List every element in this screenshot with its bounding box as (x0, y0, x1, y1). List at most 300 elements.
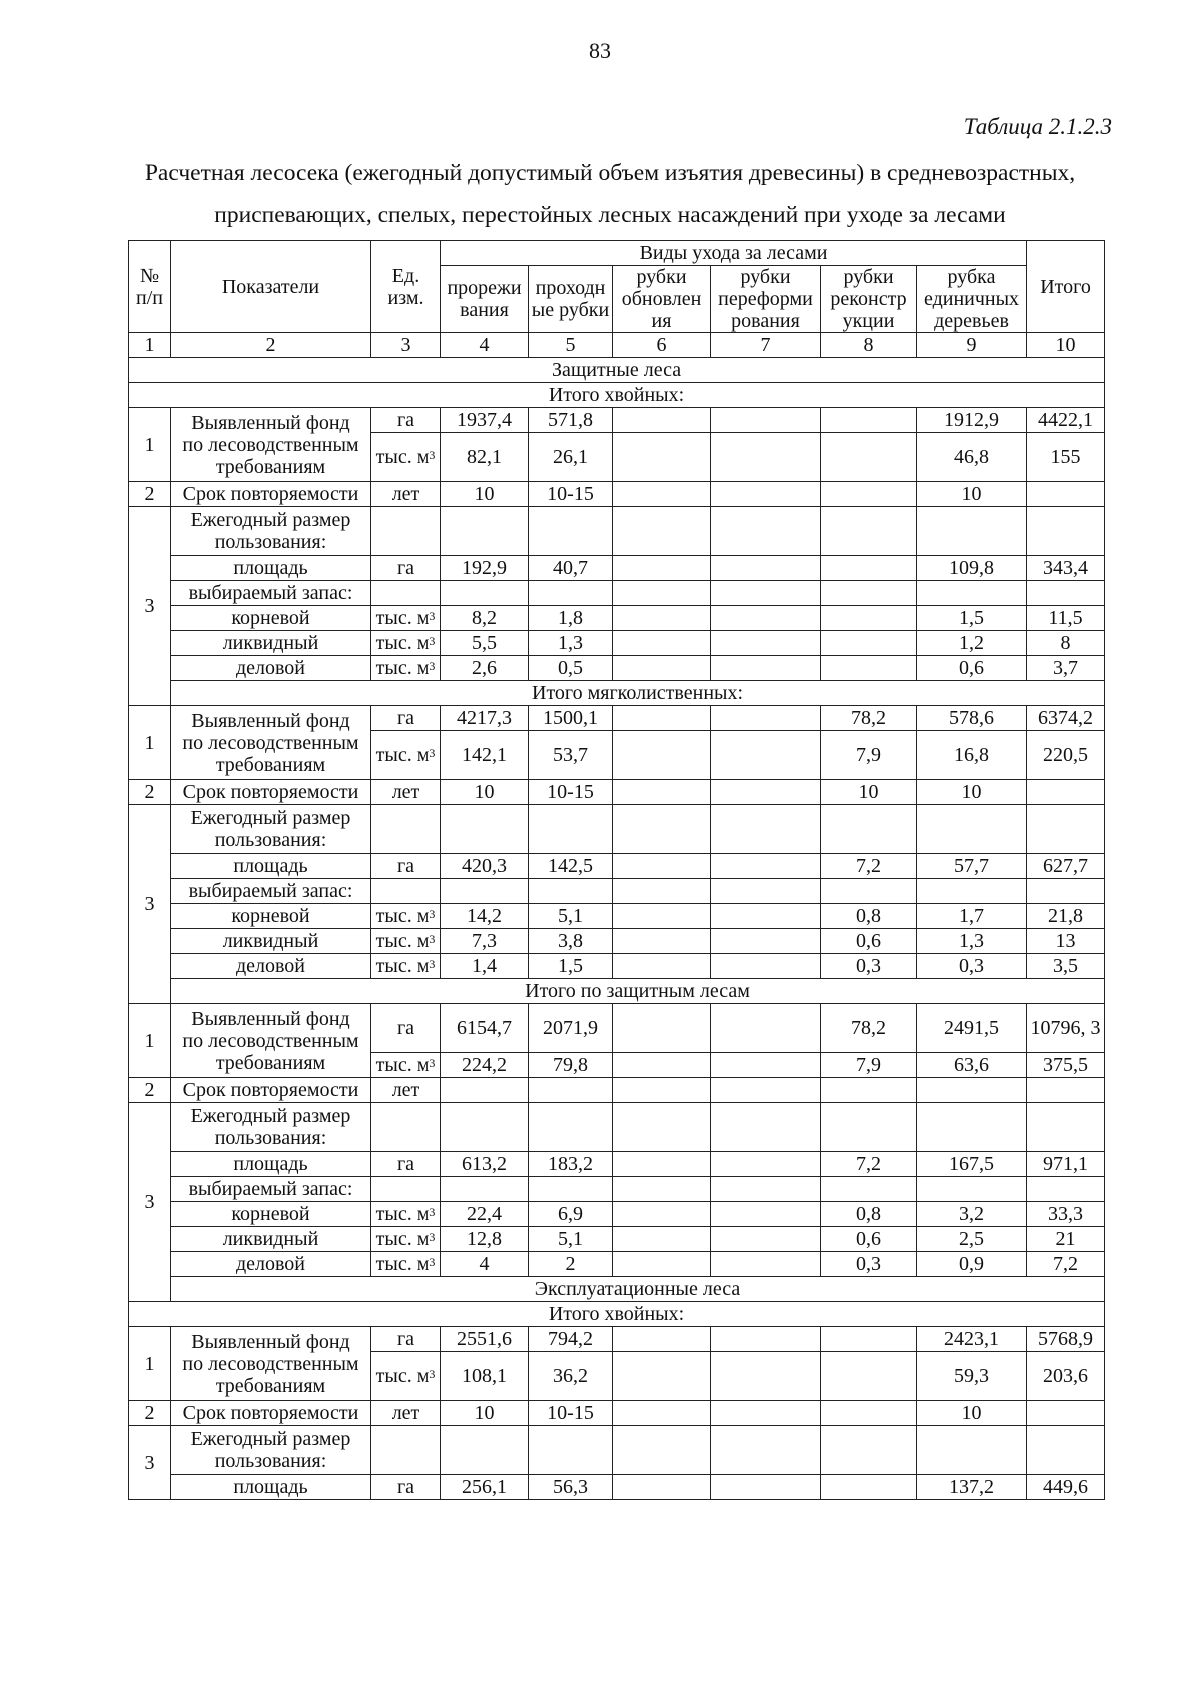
unit-ha: га (371, 854, 441, 879)
table-row (129, 1252, 1105, 1277)
value-cell: 5768,9 (1027, 1327, 1105, 1352)
value-cell: 2,5 (917, 1227, 1027, 1252)
value-cell: 375,5 (1027, 1053, 1105, 1078)
period-label: Срок повторяемости (171, 780, 371, 805)
value-cell (711, 1078, 821, 1103)
value-cell (441, 581, 529, 606)
period-label: Срок повторяемости (171, 482, 371, 507)
header-total: Итого (1027, 241, 1105, 333)
value-cell: 59,3 (917, 1352, 1027, 1401)
value-cell (711, 854, 821, 879)
value-cell (711, 1426, 821, 1475)
value-cell (529, 805, 613, 854)
value-cell (1027, 1401, 1105, 1426)
value-cell: 0,5 (529, 656, 613, 681)
unit-cube-sup: 3 (429, 957, 436, 971)
area-label: площадь (171, 556, 371, 581)
unit-ha: га (371, 408, 441, 433)
value-cell (1027, 879, 1105, 904)
value-cell: 627,7 (1027, 854, 1105, 879)
table-row (129, 1327, 1105, 1352)
value-cell (821, 1401, 917, 1426)
unit-cube-sup: 3 (429, 746, 436, 760)
value-cell (529, 1103, 613, 1152)
value-cell: 5,1 (529, 904, 613, 929)
column-number: 10 (1027, 333, 1105, 358)
value-cell: 21,8 (1027, 904, 1105, 929)
table-row (129, 1078, 1105, 1103)
value-cell (711, 904, 821, 929)
value-cell: 155 (1027, 433, 1105, 482)
liquid-label: ликвидный (171, 1227, 371, 1252)
row-index: 2 (129, 482, 171, 507)
value-cell: 82,1 (441, 433, 529, 482)
area-label: площадь (171, 1152, 371, 1177)
fund-label-line: требованиям (215, 753, 326, 776)
unit-ha: га (371, 1004, 441, 1053)
table-row (129, 241, 1105, 266)
row-index: 2 (129, 1078, 171, 1103)
table-row (129, 408, 1105, 433)
column-number: 4 (441, 333, 529, 358)
value-cell: 192,9 (441, 556, 529, 581)
unit-cube-sup: 3 (429, 1367, 436, 1381)
page-number: 83 (589, 38, 611, 63)
value-cell (613, 482, 711, 507)
section-header: Итого мягколиственных: (171, 681, 1105, 706)
table-row (129, 979, 1105, 1004)
stock-label: выбираемый запас: (171, 879, 371, 904)
value-cell (613, 1252, 711, 1277)
value-cell (711, 1352, 821, 1401)
annual-label: Ежегодный размер пользования: (171, 1426, 371, 1475)
value-cell (821, 408, 917, 433)
value-cell (711, 1401, 821, 1426)
unit-m3 (371, 731, 441, 780)
unit-cube-sup: 3 (429, 659, 436, 673)
value-cell: 78,2 (821, 706, 917, 731)
value-cell (711, 954, 821, 979)
value-cell (441, 1426, 529, 1475)
unit-m3 (371, 433, 441, 482)
area-label: площадь (171, 854, 371, 879)
value-cell: 4422,1 (1027, 408, 1105, 433)
value-cell: 343,4 (1027, 556, 1105, 581)
unit-thous-m: тыс. м (375, 1228, 430, 1250)
value-cell (613, 1327, 711, 1352)
value-cell (1027, 1177, 1105, 1202)
value-cell (711, 581, 821, 606)
unit-thous-m: тыс. м (375, 657, 430, 679)
value-cell (821, 433, 917, 482)
value-cell (711, 1103, 821, 1152)
value-cell: 40,7 (529, 556, 613, 581)
value-cell: 5,1 (529, 1227, 613, 1252)
section-header: Итого хвойных: (129, 1302, 1105, 1327)
table-row (129, 879, 1105, 904)
table-label: Таблица 2.1.2.3 (963, 114, 1112, 139)
value-cell: 224,2 (441, 1053, 529, 1078)
business-label: деловой (171, 954, 371, 979)
value-cell: 11,5 (1027, 606, 1105, 631)
column-number: 6 (613, 333, 711, 358)
unit-cube-sup: 3 (429, 609, 436, 623)
value-cell (613, 731, 711, 780)
header-unit: Ед. изм. (371, 241, 441, 333)
value-cell (821, 1103, 917, 1152)
value-cell (1027, 1426, 1105, 1475)
value-cell: 1937,4 (441, 408, 529, 433)
value-cell: 10-15 (529, 1401, 613, 1426)
value-cell: 7,3 (441, 929, 529, 954)
unit-cube-sup: 3 (429, 634, 436, 648)
value-cell (917, 1177, 1027, 1202)
table-row (129, 482, 1105, 507)
unit-cube-sup: 3 (429, 1205, 436, 1219)
table-row (129, 656, 1105, 681)
unit-m3 (371, 954, 441, 979)
unit-cell (371, 507, 441, 556)
value-cell: 3,7 (1027, 656, 1105, 681)
value-cell: 1,8 (529, 606, 613, 631)
value-cell: 3,8 (529, 929, 613, 954)
table-row (129, 1401, 1105, 1426)
value-cell: 6,9 (529, 1202, 613, 1227)
value-cell (613, 929, 711, 954)
header-num: № п/п (129, 241, 171, 333)
unit-m3 (371, 1227, 441, 1252)
fund-label-line: по лесоводственным (182, 731, 359, 754)
unit-m3 (371, 1352, 441, 1401)
value-cell (821, 1352, 917, 1401)
value-cell: 109,8 (917, 556, 1027, 581)
unit-m3 (371, 904, 441, 929)
value-cell (821, 656, 917, 681)
value-cell: 0,8 (821, 904, 917, 929)
value-cell: 1,3 (529, 631, 613, 656)
unit-ha: га (371, 556, 441, 581)
value-cell: 4 (441, 1252, 529, 1277)
value-cell: 142,1 (441, 731, 529, 780)
value-cell (1027, 507, 1105, 556)
value-cell (613, 1202, 711, 1227)
value-cell: 1912,9 (917, 408, 1027, 433)
table-row (129, 1277, 1105, 1302)
unit-cube-sup: 3 (429, 932, 436, 946)
unit-cell (371, 805, 441, 854)
root-label: корневой (171, 606, 371, 631)
value-cell: 10-15 (529, 780, 613, 805)
value-cell (613, 1401, 711, 1426)
value-cell (711, 556, 821, 581)
value-cell (711, 929, 821, 954)
value-cell (613, 1475, 711, 1500)
value-cell (821, 1327, 917, 1352)
value-cell: 1,2 (917, 631, 1027, 656)
value-cell (821, 879, 917, 904)
unit-years: лет (371, 1401, 441, 1426)
fund-label (171, 408, 371, 482)
value-cell (613, 805, 711, 854)
value-cell: 256,1 (441, 1475, 529, 1500)
value-cell (613, 433, 711, 482)
value-cell (821, 556, 917, 581)
value-cell (613, 1152, 711, 1177)
value-cell (613, 780, 711, 805)
table-row (129, 854, 1105, 879)
value-cell (711, 879, 821, 904)
table-row (129, 507, 1105, 556)
unit-years: лет (371, 780, 441, 805)
value-cell: 7,2 (1027, 1252, 1105, 1277)
value-cell: 571,8 (529, 408, 613, 433)
value-cell: 7,2 (821, 854, 917, 879)
annual-label: Ежегодный размер пользования: (171, 1103, 371, 1152)
value-cell: 1500,1 (529, 706, 613, 731)
value-cell (529, 507, 613, 556)
table-row (129, 556, 1105, 581)
table-row (129, 904, 1105, 929)
value-cell: 108,1 (441, 1352, 529, 1401)
column-number: 5 (529, 333, 613, 358)
value-cell (917, 879, 1027, 904)
value-cell (711, 1004, 821, 1053)
value-cell: 167,5 (917, 1152, 1027, 1177)
fund-label (171, 1327, 371, 1401)
header-c5: проходн ые рубки (529, 266, 613, 333)
table-row (129, 333, 1105, 358)
value-cell (1027, 780, 1105, 805)
row-index: 2 (129, 1401, 171, 1426)
unit-thous-m: тыс. м (375, 607, 430, 629)
value-cell (441, 1103, 529, 1152)
value-cell (529, 1426, 613, 1475)
header-c7: рубки переформи рования (711, 266, 821, 333)
value-cell: 53,7 (529, 731, 613, 780)
table-row (129, 780, 1105, 805)
unit-cell (371, 1177, 441, 1202)
value-cell (711, 706, 821, 731)
fund-label-line: требованиям (215, 455, 326, 478)
value-cell (613, 408, 711, 433)
header-c6: рубки обновлен ия (613, 266, 711, 333)
table-row (129, 358, 1105, 383)
value-cell: 14,2 (441, 904, 529, 929)
forest-cutting-table (128, 240, 1105, 1500)
value-cell: 1,4 (441, 954, 529, 979)
row-index: 1 (129, 1004, 171, 1078)
value-cell: 137,2 (917, 1475, 1027, 1500)
value-cell: 78,2 (821, 1004, 917, 1053)
value-cell: 183,2 (529, 1152, 613, 1177)
value-cell (441, 1078, 529, 1103)
stock-label: выбираемый запас: (171, 1177, 371, 1202)
value-cell: 36,2 (529, 1352, 613, 1401)
period-label: Срок повторяемости (171, 1078, 371, 1103)
table-row (129, 681, 1105, 706)
value-cell (613, 1078, 711, 1103)
value-cell (917, 1078, 1027, 1103)
value-cell: 0,3 (917, 954, 1027, 979)
unit-thous-m: тыс. м (375, 1365, 430, 1387)
root-label: корневой (171, 1202, 371, 1227)
value-cell: 0,9 (917, 1252, 1027, 1277)
table-row (129, 606, 1105, 631)
value-cell: 7,2 (821, 1152, 917, 1177)
value-cell: 2551,6 (441, 1327, 529, 1352)
header-c9: рубка единичных деревьев (917, 266, 1027, 333)
unit-cube-sup: 3 (429, 1230, 436, 1244)
fund-label-line: требованиям (215, 1374, 326, 1397)
value-cell (613, 1227, 711, 1252)
value-cell: 971,1 (1027, 1152, 1105, 1177)
value-cell: 0,6 (821, 929, 917, 954)
table-row (129, 1302, 1105, 1327)
unit-cube-sup: 3 (429, 1255, 436, 1269)
value-cell (613, 879, 711, 904)
header-c4: прорежи вания (441, 266, 529, 333)
value-cell: 0,6 (821, 1227, 917, 1252)
table-row (129, 1103, 1105, 1152)
value-cell: 220,5 (1027, 731, 1105, 780)
value-cell: 203,6 (1027, 1352, 1105, 1401)
value-cell (1027, 1103, 1105, 1152)
value-cell: 1,3 (917, 929, 1027, 954)
value-cell (711, 1327, 821, 1352)
value-cell: 10 (441, 482, 529, 507)
table-row (129, 706, 1105, 731)
area-label: площадь (171, 1475, 371, 1500)
value-cell: 33,3 (1027, 1202, 1105, 1227)
table-row (129, 1202, 1105, 1227)
value-cell (821, 1078, 917, 1103)
value-cell (711, 606, 821, 631)
value-cell (711, 408, 821, 433)
value-cell (441, 1177, 529, 1202)
row-index: 3 (129, 1103, 171, 1302)
header-c8: рубки реконстр укции (821, 266, 917, 333)
value-cell (821, 1177, 917, 1202)
value-cell (613, 1053, 711, 1078)
value-cell (613, 656, 711, 681)
value-cell: 46,8 (917, 433, 1027, 482)
fund-label-line: требованиям (215, 1051, 326, 1074)
column-number: 1 (129, 333, 171, 358)
value-cell (613, 904, 711, 929)
unit-cell (371, 1103, 441, 1152)
value-cell: 7,9 (821, 731, 917, 780)
value-cell: 1,7 (917, 904, 1027, 929)
value-cell: 3,2 (917, 1202, 1027, 1227)
unit-m3 (371, 1053, 441, 1078)
value-cell (613, 581, 711, 606)
annual-label: Ежегодный размер пользования: (171, 507, 371, 556)
fund-label-line: по лесоводственным (182, 1352, 359, 1375)
unit-cube-sup: 3 (429, 1056, 436, 1070)
column-number: 7 (711, 333, 821, 358)
value-cell: 12,8 (441, 1227, 529, 1252)
section-header: Защитные леса (129, 358, 1105, 383)
value-cell (821, 1475, 917, 1500)
value-cell: 10 (821, 780, 917, 805)
value-cell: 0,3 (821, 1252, 917, 1277)
column-number: 9 (917, 333, 1027, 358)
value-cell (1027, 581, 1105, 606)
value-cell: 2491,5 (917, 1004, 1027, 1053)
unit-m3 (371, 656, 441, 681)
value-cell: 0,3 (821, 954, 917, 979)
value-cell: 420,3 (441, 854, 529, 879)
value-cell (711, 1227, 821, 1252)
header-indicators: Показатели (171, 241, 371, 333)
row-index: 1 (129, 408, 171, 482)
value-cell (613, 1426, 711, 1475)
column-number: 8 (821, 333, 917, 358)
value-cell: 142,5 (529, 854, 613, 879)
column-number: 3 (371, 333, 441, 358)
value-cell: 3,5 (1027, 954, 1105, 979)
value-cell: 794,2 (529, 1327, 613, 1352)
value-cell (1027, 805, 1105, 854)
value-cell: 10 (441, 1401, 529, 1426)
unit-cube-sup: 3 (429, 448, 436, 462)
value-cell (441, 879, 529, 904)
fund-label-line: Выявленный фонд (191, 709, 350, 732)
value-cell (821, 1426, 917, 1475)
column-number: 2 (171, 333, 371, 358)
value-cell (711, 656, 821, 681)
unit-thous-m: тыс. м (375, 1253, 430, 1275)
value-cell (917, 507, 1027, 556)
value-cell (529, 1177, 613, 1202)
value-cell (711, 1053, 821, 1078)
value-cell (917, 1103, 1027, 1152)
value-cell: 10 (917, 780, 1027, 805)
fund-label-line: Выявленный фонд (191, 1007, 350, 1030)
value-cell: 2 (529, 1252, 613, 1277)
fund-label-line: Выявленный фонд (191, 1330, 350, 1353)
fund-label-line: по лесоводственным (182, 433, 359, 456)
table-row (129, 1004, 1105, 1053)
value-cell (529, 581, 613, 606)
value-cell: 8 (1027, 631, 1105, 656)
value-cell (613, 706, 711, 731)
unit-years: лет (371, 1078, 441, 1103)
unit-cell (371, 1426, 441, 1475)
unit-ha: га (371, 1152, 441, 1177)
value-cell: 10 (441, 780, 529, 805)
unit-years: лет (371, 482, 441, 507)
value-cell (613, 556, 711, 581)
unit-thous-m: тыс. м (375, 1054, 430, 1076)
value-cell: 21 (1027, 1227, 1105, 1252)
row-index: 3 (129, 507, 171, 706)
value-cell (821, 606, 917, 631)
value-cell (711, 433, 821, 482)
unit-ha: га (371, 706, 441, 731)
value-cell: 1,5 (917, 606, 1027, 631)
value-cell (821, 507, 917, 556)
unit-thous-m: тыс. м (375, 955, 430, 977)
value-cell (917, 805, 1027, 854)
unit-m3 (371, 929, 441, 954)
value-cell: 6374,2 (1027, 706, 1105, 731)
value-cell: 10-15 (529, 482, 613, 507)
table-row (129, 631, 1105, 656)
value-cell (613, 1103, 711, 1152)
fund-label-line: Выявленный фонд (191, 411, 350, 434)
value-cell (711, 1202, 821, 1227)
